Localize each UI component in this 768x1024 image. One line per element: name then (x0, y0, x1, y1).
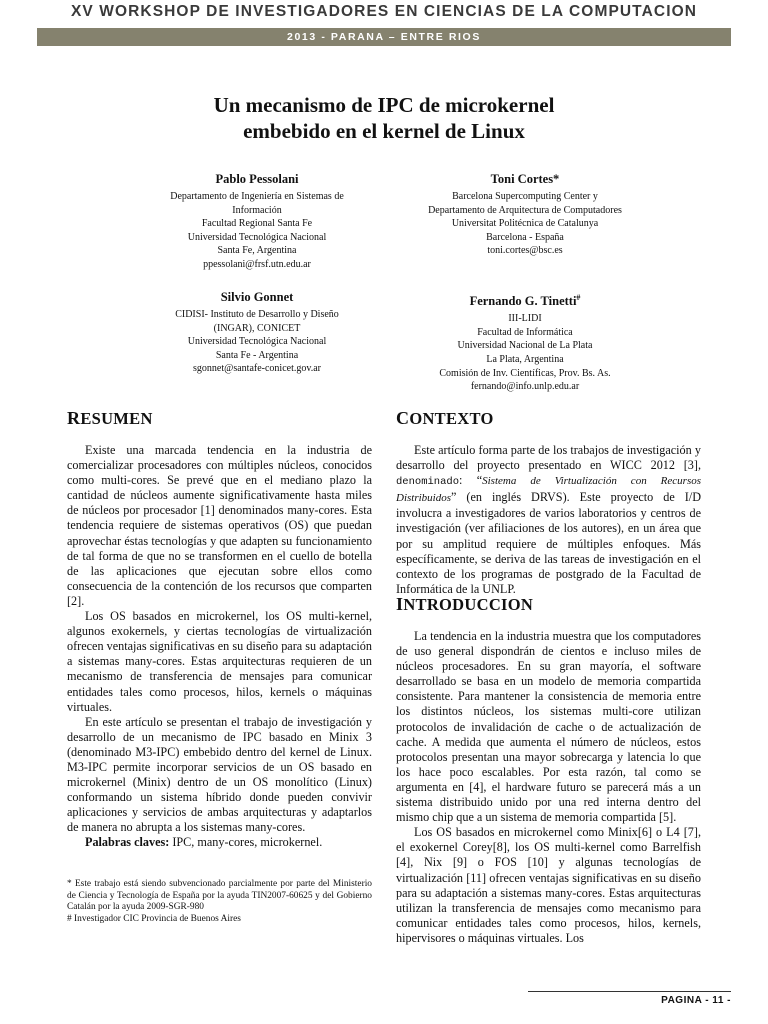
keywords-label: Palabras claves: (85, 835, 170, 850)
footnotes (67, 879, 372, 925)
affiliation-line: (INGAR), CONICET (213, 322, 301, 334)
affiliation-line: Universitat Politécnica de Catalunya (451, 218, 599, 230)
affiliation-line: La Plata, Argentina (486, 353, 564, 365)
affiliation-line: Facultad de Informática (477, 326, 573, 338)
introduccion-paragraph: Los OS basados en microkernel como Minix[6] o L4 [7], el exokernel Corey[8], los OS multi-kernel como Barrelfish [4], Nix [9] o FOS [10] y algunas tecnologías de virtualización [11] ofrecen ventajas significativas en su diseño para su adaptación a sistemas many-cores. Estas arquitecturas utilizan la transferencia de mensajes como mecanismo para comunicar entidades tales como procesos, hilos, kernels, hipervisores o máquinas virtuales. Los (396, 825, 701, 945)
introduccion-heading: INTRODUCCION (396, 594, 534, 614)
author-name: Pablo Pessolani (215, 172, 299, 186)
resumen-paragraph: En este artículo se presentan el trabajo de investigación y desarrollo de un mecanismo de IPC basado en Minix 3 (denominado M3-IPC) embebido dentro del kernel de Linux. M3-IPC permite incorporar servicios de un OS basado en microkernel (Minix) dentro de un OS monolítico (Linux) conformando un sistema híbrido donde pueden convivir aplicaciones y servicios de ambas arquitecturas y adaptarlos de manera no abrupta a los sistemas many-cores. (67, 714, 372, 835)
introduccion-body (396, 629, 701, 946)
author-mark: # (576, 293, 581, 302)
author-email: ppessolani@frsf.utn.edu.ar (203, 258, 311, 270)
affiliation-line: Santa Fe, Argentina (217, 245, 297, 257)
resumen-paragraph: Existe una marcada tendencia en la industria de comercializar procesadores con múltiples núcleos, conocidos como multi-cores. Se prevé que en el mediano plazo la cantidad de núcleos aumente significativamente hasta miles de núcleos por procesador [1] denominados many-cores. Esta tendencia requiere de sistemas operativos (OS) que puedan aprovechar éstas tecnologías y que adapten su funcionamiento de tal forma de que no se transformen en el cuello de botella de las aplicaciones que ejecutan sobre ellos como consecuencia de la contención de los recursos que comparten [2]. (67, 443, 372, 608)
footnote-cic: # Investigador CIC Provincia de Buenos Aires (67, 913, 241, 924)
footnote-funding: * Este trabajo está siendo subvencionado parcialmente por parte del Ministerio de Ciencia y Tecnología de España por la ayuda TIN2007-60625 y del Gobierno Catalán por la ayuda 2009-SGR-980 (67, 879, 372, 913)
affiliation-line: Barcelona Supercomputing Center y (452, 191, 598, 202)
author-pessolani (117, 171, 397, 272)
page-number: PAGINA - 11 - (661, 995, 731, 1006)
affiliation-line: Universidad Nacional de La Plata (457, 340, 593, 352)
affiliation-line: Comisión de Inv. Científicas, Prov. Bs. As. (439, 367, 611, 379)
event-band: 2013 - PARANA – ENTRE RIOS (37, 28, 731, 46)
keywords (67, 835, 372, 850)
introduccion-paragraph: La tendencia en la industria muestra que los computadores de uso general dispondrán de cientos e incluso miles de núcleos procesadores. En su gran mayoría, el software desarrollado se basa en un modelo de memoria compartida consistente. Para mantener la consistencia de memoria entre los distintos núcleos, los sistemas multi-core utilizan protocolos de invalidación de cache o de actualización de cache. A medida que aumenta el número de núcleos, estos protocolos presentan una mayor sobrecarga y latencia lo que los hace poco escalables. Por esta razón, tal como se argumenta en [4], el hardware futuro se parecerá más a un sistema distribuido unido por una red interna dentro del mismo chip que a un sistema de memoria compartida [5]. (396, 629, 701, 825)
affiliation-line: Facultad Regional Santa Fe (201, 218, 313, 230)
author-email: fernando@info.unlp.edu.ar (470, 381, 580, 393)
affiliation-line: Universidad Tecnológica Nacional (187, 336, 327, 348)
author-gonnet (117, 289, 397, 376)
affiliation-line: Santa Fe - Argentina (215, 349, 299, 361)
resumen-paragraph: Los OS basados en microkernel, los OS multi-kernel, algunos exokernels, y ciertas tecnologías de virtualización ofrecen ventajas significativas en su diseño para su adaptación a sistemas many-cores. Estas arquitecturas requieren de un mecanismo de transferencia de mensajes para comunicar entidades tales como procesos, hilos, kernels o máquinas virtuales. (67, 609, 372, 714)
affiliation-line: Información (232, 204, 282, 216)
paper-title (0, 92, 768, 144)
author-email: sgonnet@santafe-conicet.gov.ar (193, 363, 321, 375)
workshop-header: XV WORKSHOP DE INVESTIGADORES EN CIENCIAS DE LA COMPUTACION (70, 3, 698, 20)
contexto-heading: CONTEXTO (396, 408, 494, 428)
affiliation-line: CIDISI- Instituto de Desarrollo y Diseño (175, 309, 339, 320)
author-name: Toni Cortes* (490, 172, 560, 186)
affiliation-line: Departamento de Arquitectura de Computadores (428, 204, 622, 216)
author-name: Silvio Gonnet (220, 290, 294, 304)
contexto-body (396, 443, 701, 597)
affiliation-line: Departamento de Ingeniería en Sistemas de (170, 191, 344, 202)
affiliation-line: Universidad Tecnológica Nacional (187, 231, 327, 243)
title-line-2: embebido en el kernel de Linux (243, 119, 525, 143)
resumen-body (67, 443, 372, 851)
author-name: Fernando G. Tinetti# (469, 293, 581, 309)
author-email: toni.cortes@bsc.es (487, 245, 563, 257)
affiliation-line: III-LIDI (508, 313, 542, 325)
keywords-list: IPC, many-cores, microkernel. (169, 835, 323, 850)
title-line-1: Un mecanismo de IPC de microkernel (213, 93, 555, 117)
contexto-paragraph: Este artículo forma parte de los trabajos de investigación y desarrollo del proyecto presentado en WICC 2012 [3], denominado: “Sistema de Virtualización con Recursos Distribuidos” (en inglés DRVS). Este proyecto de I/D involucra a investigadores de varios laboratorios y centros de investigación (ver afiliaciones de los autores), en un área que por su amplitud requiere de múltiples enfoques. Más específicamente, se deriva de las tareas de investigación en el contexto de los programas de postgrado de la Facultad de Informática de la UNLP. (396, 443, 702, 596)
author-tinetti (385, 289, 665, 394)
resumen-heading: RESUMEN (67, 408, 153, 428)
footer-rule (528, 991, 731, 992)
author-cortes (385, 171, 665, 258)
affiliation-line: Barcelona - España (486, 231, 564, 243)
